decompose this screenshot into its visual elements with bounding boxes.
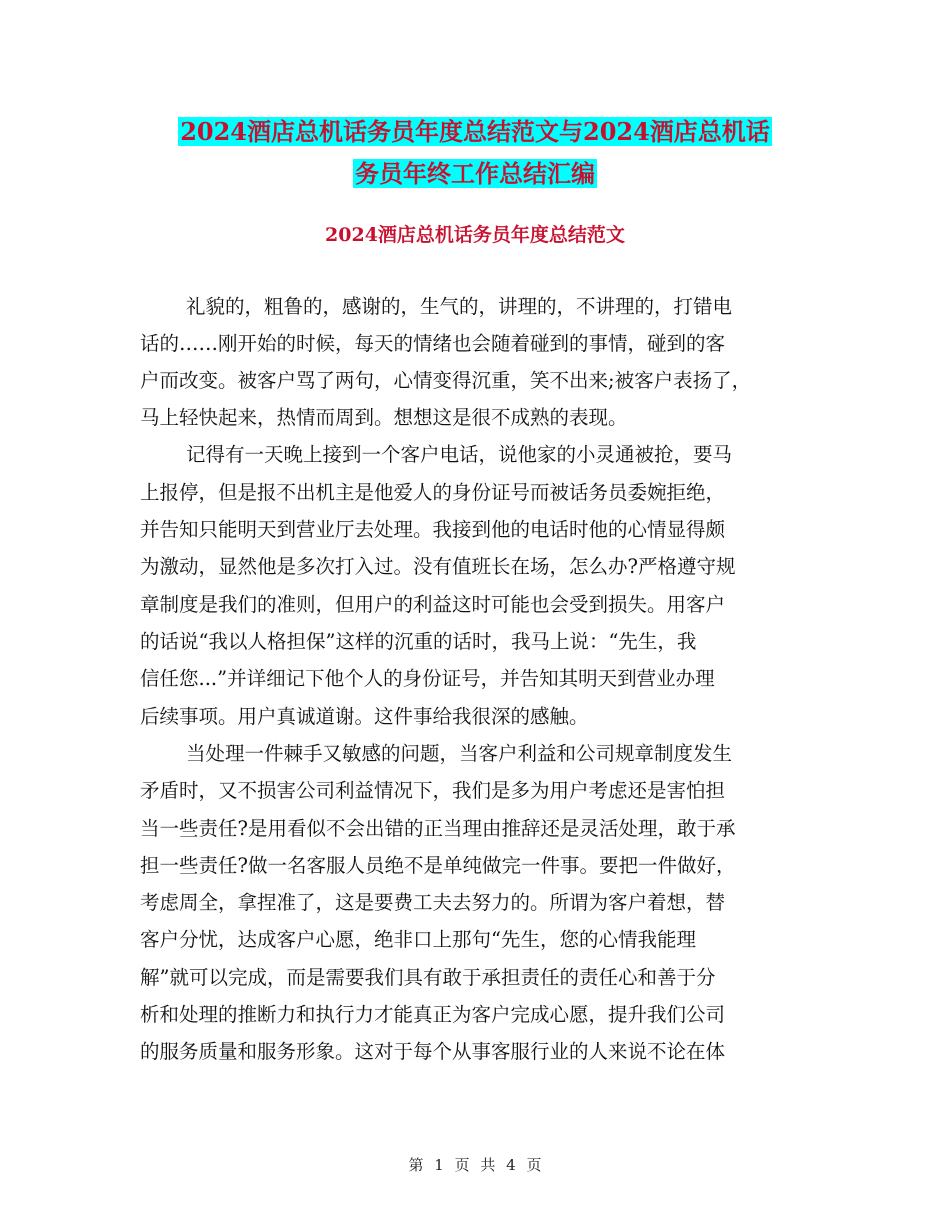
text-line: 为激动，显然他是多次打入过。没有值班长在场，怎么办?严格遵守规 bbox=[140, 555, 736, 578]
text-line: 信任您...”并详细记下他个人的身份证号，并告知其明天到营业办理 bbox=[140, 667, 715, 690]
title-highlight: 务员年终工作总结汇编 bbox=[355, 159, 595, 188]
text-line: 章制度是我们的准则，但用户的利益这时可能也会受到损失。用客户 bbox=[140, 593, 726, 616]
text-line: 担一些责任?做一名客服人员绝不是单纯做完一件事。要把一件做好， bbox=[140, 854, 736, 877]
text-line: 当一些责任?是用看似不会出错的正当理由推辞还是灵活处理，敢于承 bbox=[140, 817, 736, 840]
title-highlight: 2024酒店总机话务员年度总结范文与2024酒店总机话 bbox=[180, 117, 770, 146]
text-line: 矛盾时，又不损害公司利益情况下，我们是多为用户考虑还是害怕担 bbox=[140, 779, 726, 802]
text-line: 的话说“我以人格担保”这样的沉重的话时，我马上说：“先生，我 bbox=[140, 630, 697, 653]
text-line: 后续事项。用户真诚道谢。这件事给我很深的感触。 bbox=[140, 705, 589, 728]
text-line: 并告知只能明天到营业厅去处理。我接到他的电话时他的心情显得颇 bbox=[140, 518, 726, 541]
section-subtitle: 2024酒店总机话务员年度总结范文 bbox=[325, 224, 625, 246]
text-line: 当处理一件棘手又敏感的问题，当客户利益和公司规章制度发生 bbox=[186, 742, 733, 765]
text-line: 客户分忧，达成客户心愿，绝非口上那句“先生，您的心情我能理 bbox=[140, 928, 696, 951]
text-line: 礼貌的，粗鲁的，感谢的，生气的，讲理的，不讲理的，打错电 bbox=[186, 295, 733, 318]
text-line: 户而改变。被客户骂了两句，心情变得沉重，笑不出来;被客户表扬了， bbox=[140, 369, 752, 392]
text-line: 析和处理的推断力和执行力才能真正为客户完成心愿，提升我们公司 bbox=[140, 1003, 726, 1026]
text-line: 上报停，但是报不出机主是他爱人的身份证号而被话务员委婉拒绝， bbox=[140, 481, 726, 504]
text-line: 的服务质量和服务形象。这对于每个从事客服行业的人来说不论在体 bbox=[140, 1040, 726, 1063]
text-line: 话的……刚开始的时候，每天的情绪也会随着碰到的事情，碰到的客 bbox=[140, 332, 726, 355]
text-line: 马上轻快起来，热情而周到。想想这是很不成熟的表现。 bbox=[140, 406, 628, 429]
document-title-line-2 bbox=[0, 148, 950, 200]
text-line: 记得有一天晚上接到一个客户电话，说他家的小灵通被抢，要马 bbox=[186, 443, 733, 466]
text-line: 解”就可以完成，而是需要我们具有敢于承担责任的责任心和善于分 bbox=[140, 966, 716, 989]
text-line: 考虑周全，拿捏准了，这是要费工夫去努力的。所谓为客户着想，替 bbox=[140, 891, 726, 914]
page-footer: 第 1 页 共 4 页 bbox=[408, 1156, 542, 1174]
